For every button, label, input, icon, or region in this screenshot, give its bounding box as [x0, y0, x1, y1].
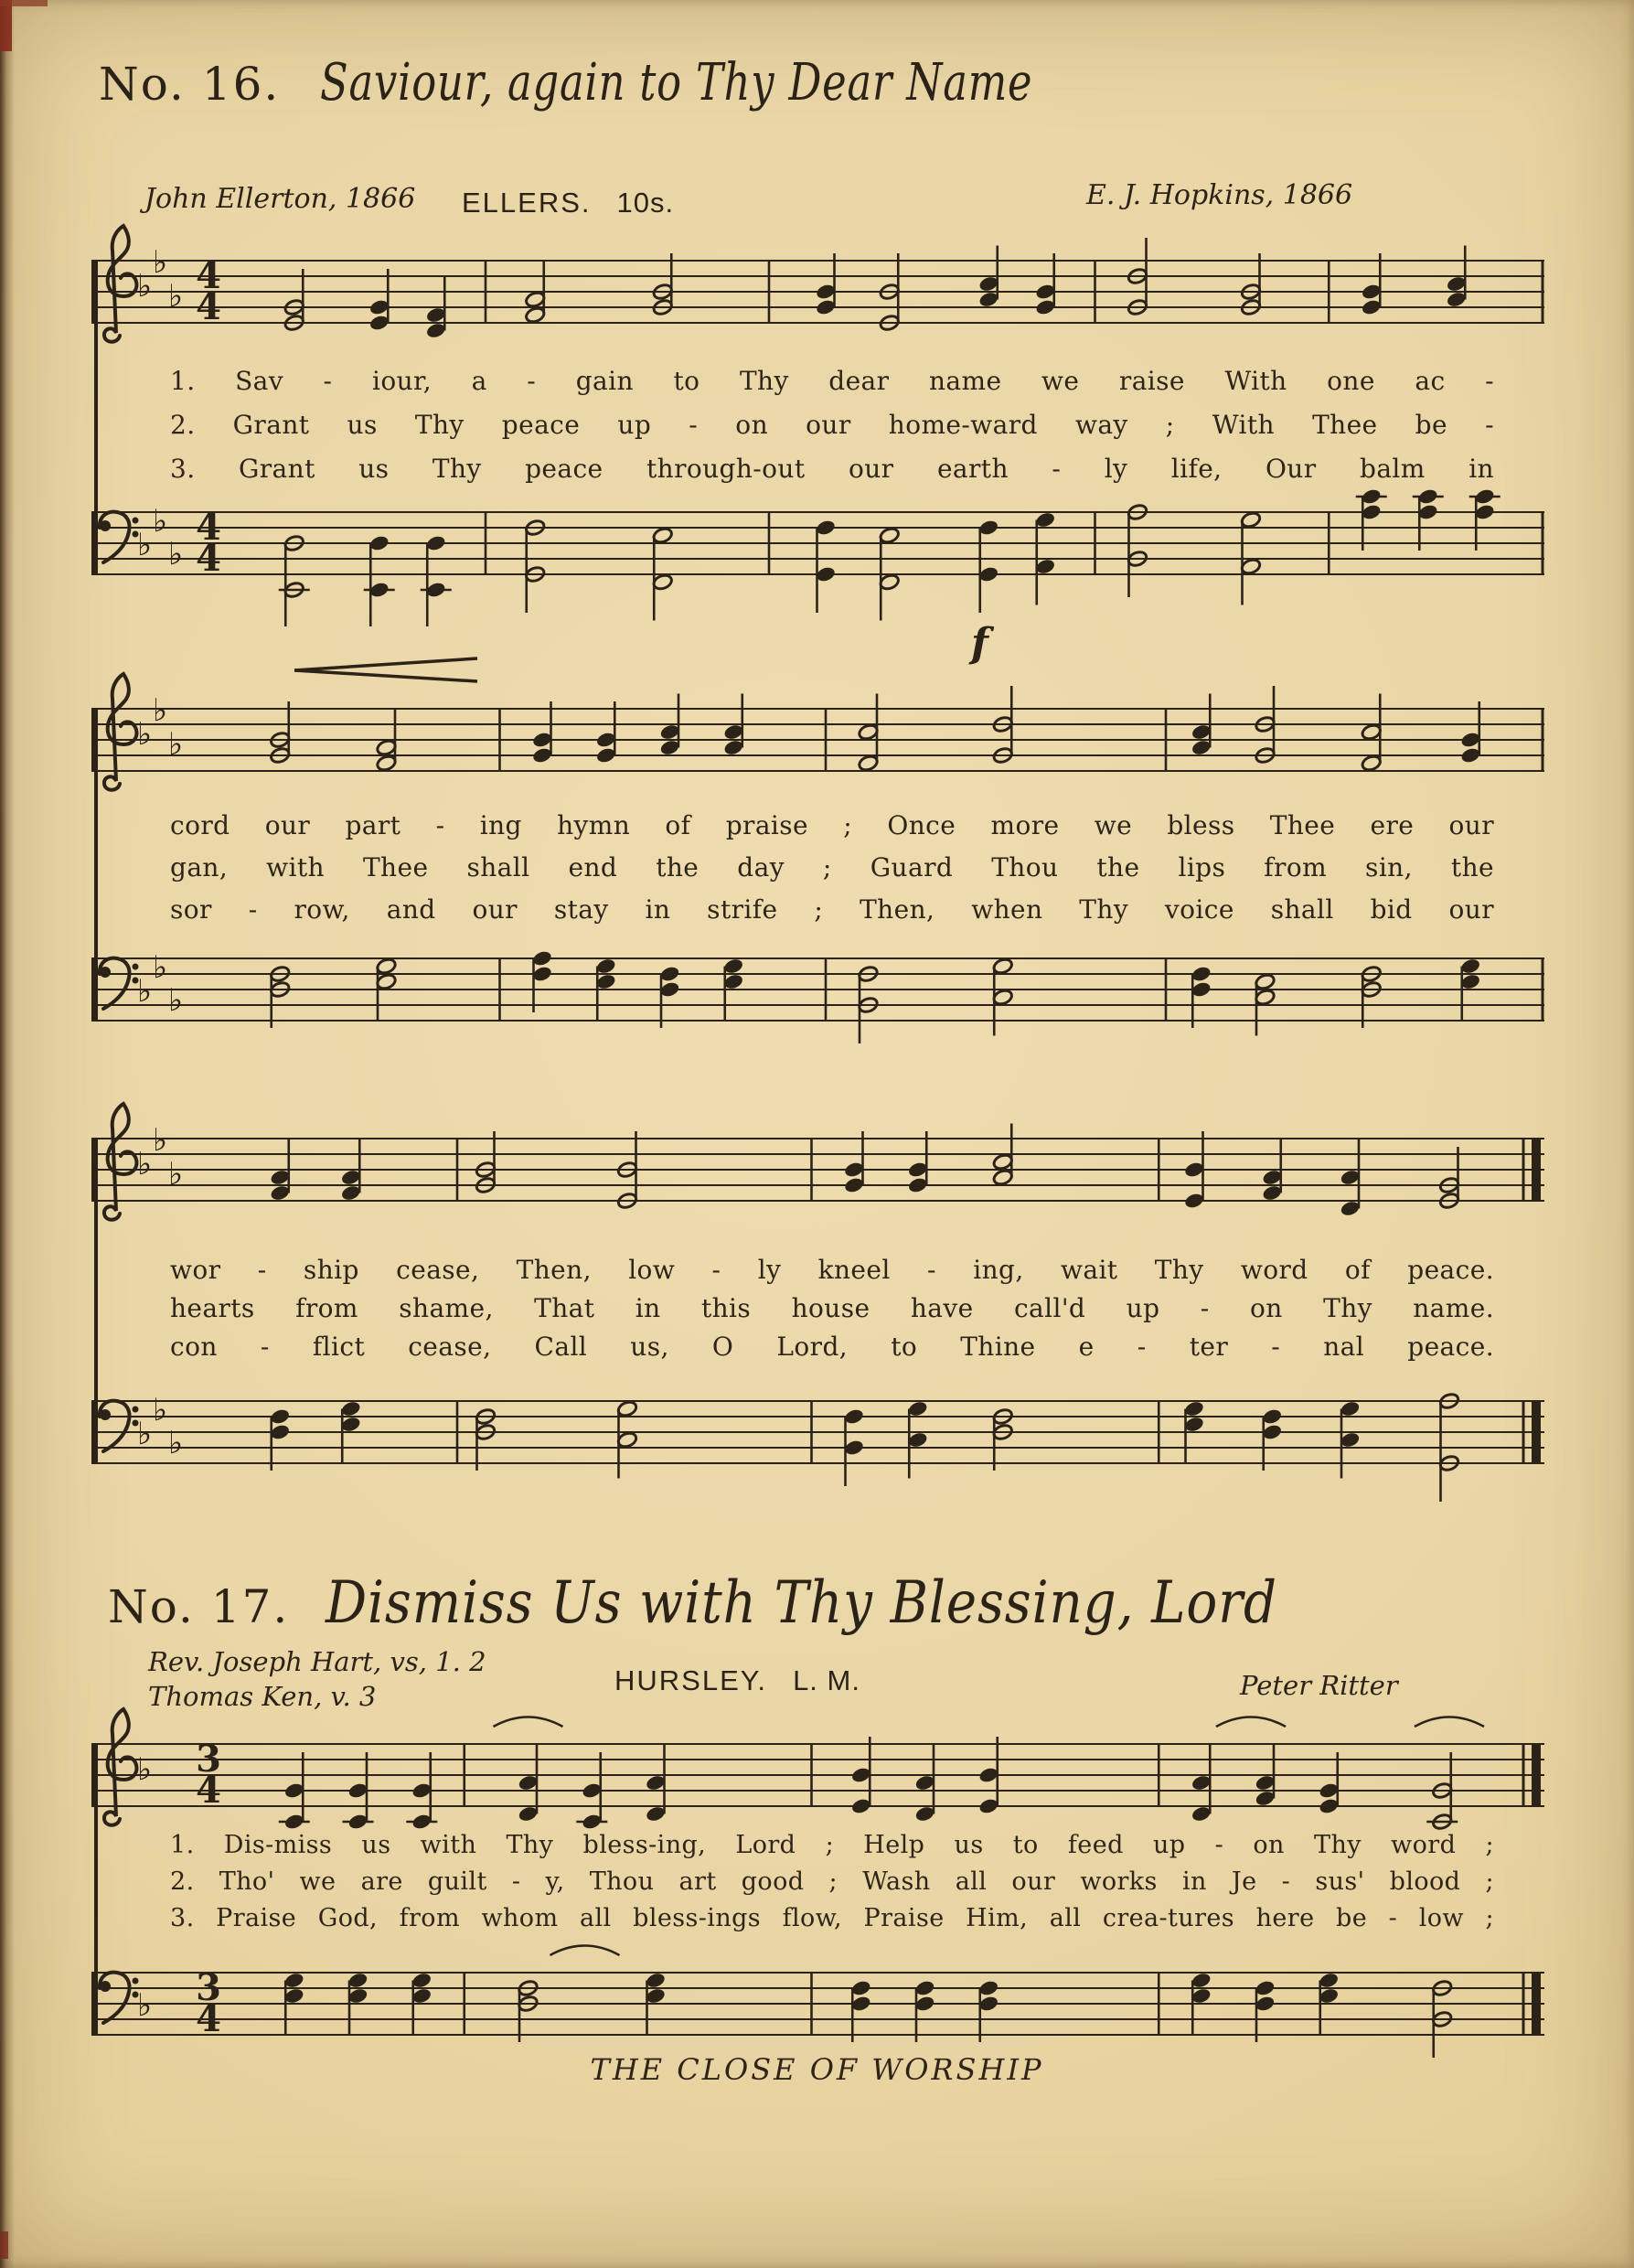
hymn16-verse-line: cord our part - ing hymn of praise ; Once more we bless Thee ere our [170, 810, 1494, 840]
hymn16-meter: 10s. [616, 187, 675, 219]
hymn16-verse-line: 3. Grant us Thy peace through-out our earth - ly life, Our balm in [170, 454, 1494, 484]
hymn17-number: No. 17. [108, 1580, 290, 1633]
svg-text:♭: ♭ [152, 949, 168, 986]
svg-text:♭: ♭ [152, 503, 168, 540]
hymn17-author-1: Rev. Joseph Hart, vs, 1. 2 [148, 1646, 486, 1677]
svg-text:♭: ♭ [167, 726, 184, 763]
staff-hymn16-system1-bass [90, 471, 1548, 626]
hymn17-tune-name: HURSLEY. [614, 1664, 768, 1696]
svg-text:♭: ♭ [152, 1392, 168, 1428]
svg-text:♭: ♭ [167, 1156, 184, 1193]
svg-text:3: 3 [196, 1738, 221, 1781]
svg-text:♭: ♭ [136, 1146, 153, 1182]
svg-text:4: 4 [196, 506, 221, 549]
svg-text:♭: ♭ [167, 536, 184, 572]
staff-hymn16-system3-bass [90, 1360, 1548, 1515]
section-footer: THE CLOSE OF WORSHIP [590, 2052, 1044, 2087]
hymn16-verse-line: gan, with Thee shall end the day ; Guard Thou the lips from sin, the [170, 852, 1494, 883]
svg-text:4: 4 [196, 537, 221, 580]
hymn16-title: Saviour, again to Thy Dear Name [320, 53, 1033, 112]
svg-text:♭: ♭ [136, 973, 153, 1010]
hymn17-verse-line: 3. Praise God, from whom all bless-ings flow, Praise Him, all crea-tures here be - low ; [170, 1904, 1494, 1932]
hymn16-verse-line: wor - ship cease, Then, low - ly kneel - ing, wait Thy word of peace. [170, 1255, 1494, 1285]
svg-text:♭: ♭ [167, 982, 184, 1019]
svg-text:♭: ♭ [136, 1987, 153, 2024]
svg-text:4: 4 [196, 1997, 221, 2040]
binding-mark-bottom-left [0, 2231, 8, 2259]
hymn17-title: Dismiss Us with Thy Blessing, Lord [326, 1569, 1278, 1637]
staff-hymn16-system2-bass [90, 917, 1548, 1073]
svg-text:♭: ♭ [136, 1416, 153, 1452]
svg-text:♭: ♭ [152, 1122, 168, 1159]
binding-edge-shadow [0, 0, 15, 2268]
svg-text:♭: ♭ [167, 278, 184, 315]
hymn16-verse-line: hearts from shame, That in this house have call'd up - on Thy name. [170, 1293, 1494, 1323]
staff-hymn16-system3-treble [90, 1097, 1548, 1253]
hymn16-verse-line: 2. Grant us Thy peace up - on our home-ward way ; With Thee be - [170, 410, 1494, 440]
svg-text:♭: ♭ [167, 1425, 184, 1461]
hymn16-verse-line: 1. Sav - iour, a - gain to Thy dear name we raise With one ac - [170, 366, 1494, 396]
hymn16-composer: E. J. Hopkins, 1866 [1086, 179, 1353, 211]
hymn16-tune [462, 187, 674, 219]
hymn16-author: John Ellerton, 1866 [144, 183, 416, 215]
svg-text:♭: ♭ [152, 244, 168, 281]
hymn16-header [99, 53, 1211, 112]
svg-text:4: 4 [196, 254, 221, 297]
hymn17-composer: Peter Ritter [1240, 1670, 1398, 1701]
hymn17-verse-line: 2. Tho' we are guilt - y, Thou art good ; Wash all our works in Je - sus' blood ; [170, 1867, 1494, 1896]
hymn17-header [108, 1569, 1407, 1637]
svg-text:♭: ♭ [152, 692, 168, 729]
svg-text:4: 4 [196, 285, 221, 328]
svg-text:♭: ♭ [136, 268, 153, 305]
hymn16-tune-name: ELLERS. [462, 187, 592, 219]
binding-mark-top [0, 0, 48, 6]
hymn16-verse-line: sor - row, and our stay in strife ; Then, when Thy voice shall bid our [170, 894, 1494, 925]
forte-dynamic: f [971, 620, 988, 667]
hymn16-verse-line: con - flict cease, Call us, O Lord, to Thine e - ter - nal peace. [170, 1332, 1494, 1362]
binding-mark-top-left [0, 0, 12, 51]
staff-hymn16-system2-treble [90, 668, 1548, 823]
svg-text:♭: ♭ [136, 527, 153, 563]
staff-hymn16-system1-treble [90, 219, 1548, 375]
hymn17-meter: L. M. [793, 1664, 860, 1696]
svg-text:3: 3 [196, 1966, 221, 2009]
hymn16-number: No. 16. [99, 58, 281, 111]
svg-text:4: 4 [196, 1769, 221, 1812]
hymn17-verse-line: 1. Dis-miss us with Thy bless-ing, Lord ; Help us to feed up - on Thy word ; [170, 1831, 1494, 1859]
svg-text:♭: ♭ [136, 1751, 153, 1788]
hymn17-author-2: Thomas Ken, v. 3 [148, 1681, 377, 1712]
svg-text:♭: ♭ [136, 716, 153, 753]
hymn17-tune [614, 1664, 860, 1697]
